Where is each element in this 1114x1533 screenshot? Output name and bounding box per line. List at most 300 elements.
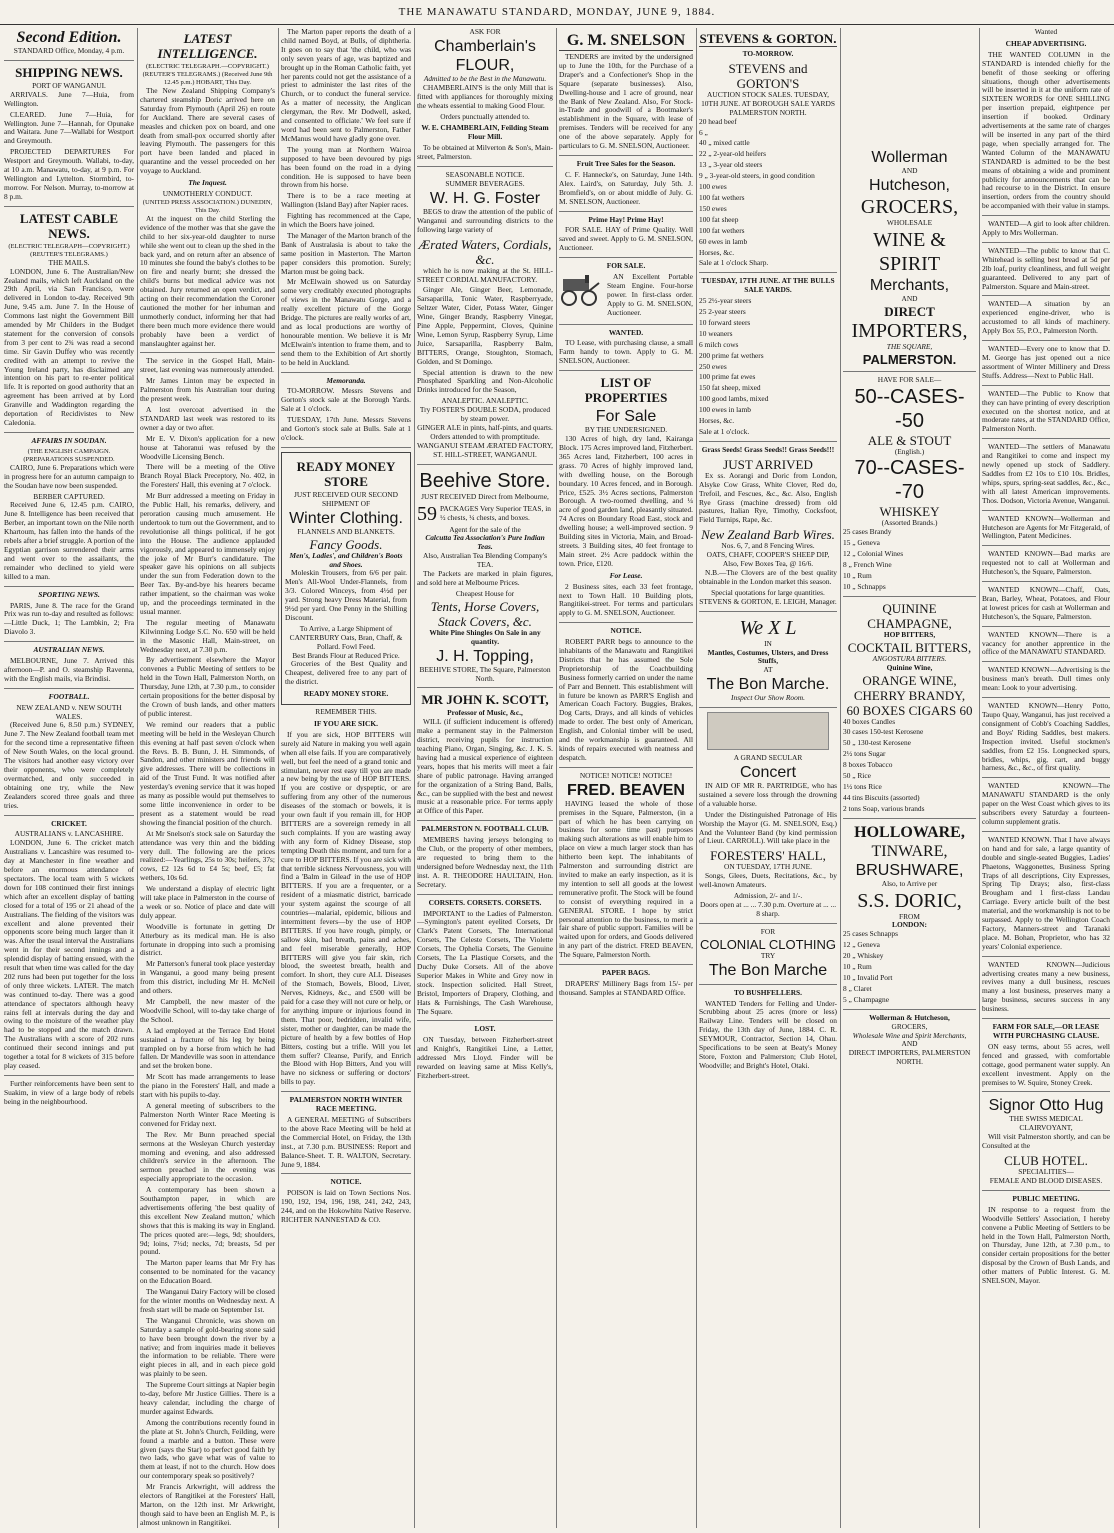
engine-heading: FOR SALE. [606, 261, 646, 271]
ad-text: ON easy terms, about 55 acres, well fenced and grassed, with comfortable cottage, good permanent water supply. An excellent investment. Apply on the premises to W. Squire, Stoney Creek. [982, 1041, 1110, 1087]
wanted-label: Wanted [1034, 28, 1058, 36]
wanted-ad: WANTED KNOWN—There is a vacancy for another apprentice in the office of the MANAWATU STANDARD. [982, 629, 1110, 657]
wanted-ad: WANTED—A situation by an experienced engine-driver, who is accustomed to all kinds of machinery. Apply Box 55, P.O., Palmerston North. [982, 299, 1110, 336]
stock-item: 9 „ 3-year-old steers, in good condition [699, 171, 815, 181]
goods-item: 20 „ Whiskey [843, 951, 884, 961]
column-4 [417, 28, 553, 1528]
footer-line: Wholesale Wine and Spirit Merchants, [852, 1030, 967, 1040]
ad-text: TO Lease, with purchasing clause, a small Farm handy to town. Apply to G. M. SNELSON, Auctioneer. [559, 338, 693, 366]
article-paragraph: Fighting has recommenced at the Cape, in which the Boers have joined. [281, 211, 411, 230]
stock-item: 100 fat sheep [699, 214, 739, 224]
stock-item: 20 head beef [699, 116, 737, 126]
stock-item: 100 ewes in lamb [699, 405, 751, 415]
wanted-ad: WANTED—The public to know that C. Whitehead is selling best bread at 5d per 2lb loaf, purity cleanliness, and full weight guaranteed. Delivered to any part of Palmerston. Square and Main-street. [982, 245, 1110, 291]
cigars: 60 BOXES CIGARS 60 [846, 702, 973, 718]
ad-text: Will visit Palmerston shortly, and can be Consulted at the [982, 1132, 1110, 1151]
article-paragraph: The New Zealand Shipping Company's chartered steamship Doric arrived here on Saturday from Plymouth (April 26) en route for Auckland. There are several cases of measles and chicken pox on board, and one death from small-pox occurred shortly after leaving Plymouth. The passengers for this port have been landed and placed in quarantine and the vessel proceeded on her voyage to Auckland. [140, 86, 275, 176]
topping-name: J. H. Topping, [436, 647, 534, 665]
auction-line: AUCTION STOCK SALES. TUESDAY, 10TH JUNE. AT BOROUGH SALE YARDS PALMERSTON NORTH. [701, 89, 835, 117]
stock-item: 40 „ mixed cattle [699, 138, 750, 148]
memoranda-item: TO-MORROW. Messrs Stevens and Gorton's stock sale at the Borough Yards. Sale at 1 o'clock. [281, 386, 411, 414]
projected-departures: PROJECTED DEPARTURES For Westport and Greymouth. Wallabi, to-day, at 10 a.m. Manawatu, to-day, at 9 p.m. For Wellington and Lyttelton. Stormbird, to-morrow. For Nelson. Murray, to-morrow at 8 p.m. [4, 147, 134, 201]
bon-marche-2: The Bon Marche [708, 961, 828, 979]
ad-text: C. F. Hannecke's, on Saturday, June 14th. Alex. Laird's, on Saturday, July 5th. J. Bromfield's, on or about middle of July. G. M. SNELSON, Auctioneer. [559, 169, 693, 206]
article-paragraph: At the inquest on the child Sterling the evidence of the mother was that she gave the child to her six-year-old daughter to nurse while she went out to clean up the shed in the back yard, and on return after an absence of 10 minutes she found the baby's clothes to be on fire and nearly burnt; she dressed the child's burns but medical advice was not obtained. Jury returned an open verdict, and acting on their recommendation the Coroner cautioned the mother for her inhuman and unmotherly conduct, informing her that had there been much more evidence there would probably have been a verdict of manslaughter against her. [140, 213, 275, 348]
properties-for-sale: For Sale [595, 408, 657, 426]
beehive-title: Beehive Store. [419, 469, 551, 492]
article-paragraph: Mr Francis Arkwright, will address the electors of Rangitikei at the Foresters' Hall, Marton, on the 12th inst. Mr Arkwright, though said to have been an English M. P., is almost unknown in Rangitikei. [140, 1482, 275, 1527]
doors-time: Doors open at ... ... 7.30 p.m. Overture at ... ... 8 sharp. [699, 900, 837, 918]
stock-item: 100 prime fat ewes [699, 372, 756, 382]
cocktail-bitters: COCKTAIL BITTERS, [847, 639, 972, 655]
stock-item: 60 ewes in lamb [699, 236, 748, 246]
article-paragraph: The Marton paper reports the death of a child named Boyd, at Bulls, of diphtheria. It goes on to say that 'the child, who was only seven years of age, was baptized and brought up in the Roman Catholic faith, yet her parents could not get the assistance of a priest to administer the last rites of the Church, or to conduct the funeral service. As a matter of necessity, the Anglican clergyman, the Rev. Mr Dodwell, asked, and consented to officiate.' We feel sure if word had been sent to Palmerston, Father McManus would have gladly gone over. [281, 28, 411, 143]
ready-money-store-ad [281, 452, 411, 705]
public-meeting-heading: PUBLIC MEETING. [1012, 1193, 1080, 1203]
ad-text: Songs, Glees, Duets, Recitations, &c., by well-known Amateurs. [699, 871, 837, 890]
seasonable-notice: SEASONABLE NOTICE. [445, 170, 525, 180]
article-paragraph: The Manager of the Marton branch of the Bank of Australasia is about to take the same position in Masterton. The Marton paper considers this promotion. Surely; Marton must be going back. [281, 230, 411, 276]
wanted-ad: WANTED—A girl to look after children. Apply to Mrs Wollerman. [982, 219, 1110, 238]
cases-50: 50--CASES--50 [854, 385, 965, 432]
column-rule [278, 28, 279, 1528]
article-paragraph: Mr Burr addressed a meeting on Friday in the Public Hall, his remarks, delivery, and peroration causing much amusement. He undertook to turn out the Government, and to revolutionise all things political, if he got into the House. The audience applauded vigorously, and appeared to immensely enjoy the joke of Mr Burr's candidature. The speaker gave his opinions on all subjects under the sun from Federation down to the Beer Tax. By-and-bye his hearers became rather impatient, so the chairman was woke up, and the proceedings terminated in the usual manner. [140, 491, 275, 616]
stock-item: 13 „ 3-year old steers [699, 160, 763, 170]
stock-list [699, 297, 837, 437]
ad-text: Under the Distinguished Patronage of His Worship the Mayor (G. M. SNELSON, Esq.) And the Volunteer Band (by kind permission of Lieut. CARROLL). Will take place in the [699, 809, 837, 846]
column-7 [843, 28, 976, 1528]
cases-70: 70--CASES--70 [854, 457, 965, 504]
ad-line: Try FOSTER'S DOUBLE SODA, produced by steam power. [419, 405, 551, 424]
properties-by: BY THE UNDERSIGNED. [584, 425, 668, 435]
article-paragraph: There is to be a race meeting at Wallington (Island Bay) after Napier races. [281, 191, 411, 210]
beehive-teas [417, 502, 553, 526]
berber-heading: BERBER CAPTURED. [33, 491, 105, 501]
shipping-heading: SHIPPING NEWS. [15, 64, 123, 80]
australian-heading: AUSTRALIAN NEWS. [33, 645, 105, 655]
stock-item: Horses, &c. [699, 247, 735, 257]
and-line: AND [901, 166, 918, 175]
grocers: GROCERS, [860, 195, 959, 218]
footer-line: GROCERS, [891, 1021, 928, 1031]
palmerston: PALMERSTON. [862, 351, 957, 367]
ad-text: 130 Acres of high, dry land, Kairanga Block. 175 Acres improved land, Fitzherbert. 365 Acres land, Fitzherbert, 100 acres in grass. 70 Acres of highly improved land, with dwelling house, on the Borough boundary. 10 Acres fenced, and in Borough. Price, £525. 3½ Acres sections, Palmerston Borough. A two-roomed dwelling, and ¼ acre of good garden land, pleasantly situated. 74 Acres on Boundary Road East, stock and dwelling house; a well-improved section. 9 Building sites in Victoria, Main, and Broad-streets. 3 Building sites, 40 feet frontage to Main street. 2½ Acre paddock within the town. Price, £120. [559, 434, 693, 568]
wanted-ad: WANTED KNOWN—Bad marks are requested not to call at Wollerman and Hutcheson's, the Square, Palmerston. [982, 549, 1110, 577]
stock-item: Sale at 1 o'clock. [699, 427, 750, 436]
australian-article: MELBOURNE, June 7. Arrived this afternoon—P. and O. steamship Ravenna, with the English mails, via Brindisi. [4, 656, 134, 683]
cleared: CLEARED. June 7—Huia, for Wellington. June 7—Hannah, for Opunake and Waitara. June 7—Wallabi for Westport and Greymouth. [4, 109, 134, 146]
memoranda-item: TUESDAY, 17th June. Messrs Stevens and Gorton's stock sale at Bulls. Sale at 1 o'clock. [281, 415, 411, 442]
cricket-article: LONDON, June 6. The cricket match Australians v. Lancashire was resumed to-day at Manchester in fine weather and before an enormous attendance of spectators. The local team with 5 wickets down for 108 continued their first innings which after an excellent display of batting closed for a total of 195 or 21 ahead of the Australians. The fielding of the visitors was excellent and alone prevented their opponents score being much larger than it was. After the usual interval the Australians went in for their second innings and a splendid display of batting ensued, with the result that when time was called for the day 202 runs had been put together for the loss of only three wickets. LATER. The match was continued to-day. There was a good attendance of spectators although heavy rains fell at intervals during the day and owing to the moisture of the weather play had to be stopped and the match drawn. The Australians with a score of 202 runs continued their second innings and put together a total for 8 wickets of 315 before play ceased. [4, 838, 134, 1070]
bushfellers-heading: TO BUSHFELLERS. [733, 987, 803, 997]
goods-list [843, 930, 976, 1004]
wanted-heading: WANTED. [608, 327, 644, 337]
ad-text: which he is now making at the St. HILL-STREET CORDIAL MANUFACTORY. [417, 265, 553, 284]
column-rule [696, 28, 697, 1528]
foster-name: W. H. G. Foster [429, 189, 541, 207]
stock-item: 10 weaners [699, 328, 733, 338]
goods-item: 25 cases Brandy [843, 527, 892, 537]
article-paragraph: Mr Scott has made arrangements to lease the piano in the Foresters' Hall, and made a start with his pupils to-day. [140, 1072, 275, 1100]
english: (English.) [894, 446, 925, 456]
stock-list [699, 118, 837, 269]
ad-line: Orders punctually attended to. [440, 111, 530, 121]
stock-item: 150 ewes [699, 203, 727, 213]
brushware: BRUSHWARE, [855, 861, 964, 879]
sporting-article: PARIS, June 8. The race for the Grand Prix was run to-day and resulted as follows:—Little Duck, 1; The Lambkin, 2; Fra Diavolo 3. [4, 600, 134, 637]
article-paragraph: The Rev. Mr Bunn preached special sermons at the Wesleyan Church yesterday morning and evening, and also addressed children's service in the afternoon. The sermon preached in the evening was especially appropriate to the occasion. [140, 1129, 275, 1184]
ask-for: ASK FOR [469, 28, 501, 36]
footer-note: Further reinforcements have been sent to Suakim, in view of a large body of rebels being in the neighbourhood. [4, 1078, 134, 1106]
goods-item: 8 „ French Wine [843, 560, 892, 570]
notice-heading: NOTICE. [610, 626, 642, 636]
goods-item: 40 boxes Candles [843, 716, 896, 726]
london: LONDON: [892, 920, 927, 930]
goods-item: 30 cases 150-test Kerosene [843, 727, 924, 737]
wanted-ads [982, 215, 1110, 1014]
cheap-advertising: CHEAP ADVERTISING. [1005, 38, 1087, 48]
stock-item: 6 „ [699, 127, 708, 137]
wanted-ad: WANTED KNOWN. That I have always on hand and for sale, a large quantity of double and single-seated Buggies, Ladies' Phaetons, Waggonettes, Business Spring Traps of all descriptions, City Expresses, Spring Tip Drays; also, first-class Brougham and 1 first-class Landau Carriage. Every article built of the best material, and the workmanship is not to be surpassed. Apply to the Wellington Coach Factory, Manners-street and Taranaki place. M. Bohan, Proprietor, who has 32 years' Colonial experience. [982, 834, 1110, 951]
tents-line: Tents, Horse Covers, Stack Covers, &c. [430, 598, 540, 629]
wexl-heading: We X L [739, 616, 797, 639]
hop-heading: IF YOU ARE SICK. [314, 719, 378, 728]
ale-stout: ALE & STOUT [867, 432, 952, 448]
ad-line: FOR [760, 926, 776, 936]
corsets-heading: CORSETS. CORSETS. CORSETS. [428, 897, 542, 907]
mails-article: LONDON, June 6. The Australian/New Zealand mails, which left Auckland on the 29th April, via San Francisco, were delivered in London to-day. Received 9th June, 9.45 a.m. June 7. In the House of Commons last night the Government Bill amended by Mr Childers in the Budget statement for the conversion of consols from 3 per cent to 2¾ was read a second time. Sir Gavin Duffey who was recently credited with an attempt to revive the Young Ireland party, has disclaimed any intention on his part to re-enter political life. It is reported on good authority that an agreement has been arrived at by Lord Granville and Waddington regarding the deportation of Recidivistes to New Caledonia. [4, 266, 134, 427]
inquest-subheading: UNMOTHERLY CONDUCT. [162, 188, 253, 198]
hay-heading: Prime Hay! Prime Hay! [588, 214, 664, 224]
from: FROM [899, 911, 920, 921]
the-square: THE SQUARE, [886, 341, 933, 351]
shingles-line: White Pine Shingles On Sale in any quantity. [429, 627, 541, 646]
office-line: STANDARD Office, Monday, 4 p.m. [13, 46, 125, 55]
footer-line: AND [901, 1039, 918, 1049]
quinine-champagne: QUININE CHAMPAGNE, [867, 600, 952, 631]
lease-heading: For Lease. [609, 570, 643, 580]
football-club-heading: PALMERSTON N. FOOTBALL CLUB. [421, 824, 549, 834]
arrivals: ARRIVALS. June 7—Huia, from Wellington. [4, 89, 134, 108]
ad-text: FOR SALE. HAY of Prime Quality. Well saved and sweet. Apply to G. M. SNELSON, Auctioneer. [559, 225, 693, 253]
mails-heading: THE MAILS. [48, 257, 90, 267]
grass-heading: Grass Seeds! Grass Seeds!! Grass Seeds!!! [701, 444, 835, 454]
wanted-ad: WANTED KNOWN—Wollerman and Hutcheson are Agents for Mr Fitzgerald, of Wellington, Patent Medicines. [982, 513, 1110, 541]
article-paragraph: Mr E. V. Dixon's application for a new house at Tahoranui was refused by the Woodville Licensing Bench. [140, 433, 275, 461]
ad-line: Orders attended to with promptitude. [430, 431, 540, 441]
bon-marche: The Bon Marche. [706, 676, 830, 694]
goods-item: 10 „ Schnapps [843, 581, 886, 591]
inquest-heading: The Inquest. [188, 178, 227, 188]
beehive-count: 59 [417, 502, 437, 525]
calcutta-teas: Calcutta Tea Association's Pure Indian Teas. [425, 533, 545, 552]
ad-text: CHAMBERLAIN'S is the only Mill that is fitted with appliances for thoroughly mixing the wheats essential to making Good Flour. [417, 82, 553, 110]
ad-title: READY MONEY STORE [296, 458, 396, 489]
stock-item: 150 fat sheep, mixed [699, 383, 761, 393]
ad-line: Cheapest House for [455, 588, 515, 598]
cricket-subheading: AUSTRALIANS v. LANCASHIRE. [14, 829, 124, 839]
ad-text: 2 Business sites, each 33 feet frontage, next to Town Hall. 10 Building plots, Rangitikei-street. For terms and particulars apply to G. M. SNELSON, Auctioneer. [559, 581, 693, 618]
hop-bitters-text: If you are sick, HOP BITTERS will surely aid Nature in making you well again when all else fails. If you are comparatively well, but feel the need of a grand tonic and stimulant, never rest easy till you are made a new being by the use of HOP BITTERS. If you are costive or dyspeptic, or are suffering from any other of the numerous diseases of the stomach or bowels, it is your own fault if you remain ill, for HOP BITTERS are a sovereign remedy in all such complaints. If you are wasting away with any form of Kidney Disease, stop tempting Death this moment, and turn for a cure to HOP BITTERS. If you are sick with that terrible sickness Nervousness, you will find a 'Balm in Gilead' in the use of HOP BITTERS. If you are a frequenter, or a resident of a miasmatic district, barricade your system against the scourge of all countries—malarial, epidemic, bilious and intermittent fevers—by the use of HOP BITTERS. If you have rough, pimply, or sallow skin, bad breath, pains and aches, and feel miserable generally, HOP BITTERS will give you fair skin, rich blood, the sweetest breath, health and comfort. In short, they cure ALL Diseases of the Stomach, Bowels, Blood, Liver, Nerves, Kidneys, &c., and £500 will be paid for a case they will not cure or help, or for anything impure or injurious found in them. That poor, bedridden, invalid wife, sister, mother or daughter, can be made the picture of health by a few bottles of Hop Bitters, costing but a trifle. Will you let them suffer? Cleanse, Purify, and Enrich the Blood with Hop Bitters, And you will have no sickness or suffering or doctors' bills to pay. [281, 729, 411, 1087]
article-paragraph: At Mr Snelson's stock sale on Saturday the attendance was very thin and the bidding very dull. The following are the prices realized:—Yearlings, 25s to 30s; heifers, 37s; cows, £2 12s 6d to £4 5s; beef, £5; fat wethers, 10s 6d. [140, 828, 275, 883]
stock-item: 6 milch cows [699, 339, 739, 349]
stock-item: 25 2-year steers [699, 307, 746, 317]
masthead: THE MANAWATU STANDARD, MONDAY, JUNE 9, 1884. [0, 0, 1114, 25]
wanted-ad: WANTED—Every one to know that D. M. George has just opened out a nice assortment of Winter Millinery and Dress Stuffs. Address—Next to Public Hall. [982, 344, 1110, 380]
goods-item: 8 „ Claret [843, 983, 872, 993]
stock-item: Sale at 1 o'clock Sharp. [699, 258, 769, 268]
article-paragraph: We remind our readers that a public meeting will be held in the Wesleyan Church this evening at half past seven o'clock when the Revs. B. B. Bunn, J. H. Simmonds, of Sandon, and other ministers and friends will give addresses. There will be collections in aid of the Trust Fund. It was notified after yesterday's evening service that it was hoped as many as possible would put themselves to some little inconvenience in order to be present as a statement would be read showing the financial position of the church. [140, 719, 275, 827]
ad-text: BEGS to draw the attention of the public of Wanganui and surrounding districts to the following large variety of [417, 206, 553, 234]
ad-line: OATS, CHAFF, COOPER'S SHEEP DIP, Also, Few Boxes Tea, @ 16/6. [706, 550, 830, 569]
stevens-gorton-heading: STEVENS & GORTON. [699, 31, 837, 46]
ad-text: WANTED Tenders for Felling and Under-Scrubbing about 25 acres (more or less) Railway Line. Tenders will be closed on Friday, the 13th day of June, 1884. C. R. SEYMOUR, Contractor, Section 14, Ohau. Specifications to be seen at Beaty's Money Store, Foxton and Palmerston; Club Hotel, Woodville; and Bright's Hotel, Otaki. [699, 998, 837, 1070]
ad-text: Ex ss. Aorangi and Doric from London, Alsyke Cow Grass, White Clover, Red do, Trefoil, and Fescues, &c., &c. Also, English Rye Grass (machine dressed) from old pastures, Italian Rye, Timothy, Cocksfoot, Field Turnips, Rape, &c. [699, 470, 837, 525]
ad-line: Agent for the sale of the [449, 524, 521, 534]
ad-line: Nos. 6, 7, and 8 Fencing Wires. [721, 541, 815, 551]
wine-spirit: WINE & SPIRIT [873, 228, 946, 275]
article-paragraph: Mr James Linton may be expected in Palmerston from his Australian tour during the present week. [140, 376, 275, 404]
notice-heading: NOTICE. [330, 1177, 362, 1187]
football-club-text: MEMBERS having jerseys belonging to the Club, or the property of other members, are requested to bring them to the undersigned before Wednesday next, the 11th inst. A. R. THEODORE HAULTAIN, Hon. Secretary. [417, 835, 553, 889]
ad-text: N.B.—The Clovers are of the best quality obtainable in the London market this season. [699, 567, 837, 586]
beehive-packages: PACKAGES Very Superior TEAS, in ½ chests, ¼ chests, and boxes. [440, 503, 551, 522]
goods-item: 10 „ Invalid Port [843, 973, 893, 982]
scott-text: WILL (if sufficient inducement is offered) make a permanent stay in the Palmerston district, receiving pupils for instruction teaching Piano, Organ, Singing, &c. J. K. S. having had a musical experience of eighteen years, hopes that his merits will meet a fair share of public patronage. Having arranged for the organization of a String Band, Balls, &c., can be supplied with the best and newest music at a reasonable price. For terms apply at Office of this Paper. [417, 717, 553, 816]
ad-text: Groceries of the Best Quality and Cheapest, delivered free to any part of the district. [285, 659, 407, 687]
article-paragraph: Mr Patterson's funeral took place yesterday in Wanganui, a good many being present from this district, including Mr H. McNeil and others. [140, 959, 275, 996]
beaven-heading: FRED. BEAVEN [567, 781, 685, 799]
ad-line: Fancy Goods. [309, 536, 383, 552]
admission: Admission, 2/- and 1/-. [733, 891, 803, 901]
footer-line: DIRECT IMPORTERS, PALMERSTON NORTH. [848, 1048, 971, 1067]
ad-line: WANGANUI STEAM ÆRATED FACTORY, ST. HILL-STREET, WANGANUI. [417, 440, 553, 459]
wanted-ad: WANTED KNOWN—Judicious advertising creates many a new business, revives many a dull business, rescues many a lost business, preserves many a large business, secures success in any business. [982, 959, 1110, 1014]
ad-text: IN AID OF MR R. PARTRIDGE, who has sustained a severe loss through the drowning of a valuable horse. [699, 781, 837, 808]
sporting-heading: SPORTING NEWS. [38, 589, 100, 599]
stock-item: 100 good lambs, mixed [699, 394, 769, 404]
stock-item: 250 ewes [699, 361, 727, 371]
wanted-ad: WANTED KNOWN—Chaff, Oats, Bran, Barley, Wheat, Potatoes, and Flour at lowest prices for cash at Wollerman and Hutcheson's, the Square, Palmerston. [982, 585, 1110, 621]
stock-item: Horses, &c. [699, 416, 735, 426]
article-paragraph: Mr Campbell, the new master of the Woodville School, will to-day take charge of the School. [140, 997, 275, 1024]
ad-text: THE WANTED COLUMN in the STANDARD is intended chiefly for the benefit of those seeking or offering situations, though other advertisements will be inserted in it at the uniform rate of SIXTEEN WORDS for ONE SHILLING per insertion prepaid, eightpence per insertion if booked. Ordinary advertisements at the same rate of charges will be inserted in any part of the third page, when specially arranged for. The Wanted Column of the MANAWATU STANDARD is admitted to be the best means of obtaining a wide and prominent publicity for announcements that can be had recourse to in the District. In ensure insertion, orders from the country should be accompanied with their value in stamps. [982, 49, 1110, 211]
scott-sub: Professor of Music, &c., [447, 708, 523, 718]
sudan-heading: AFFAIRS IN SOUDAN. [31, 435, 107, 445]
article-paragraph: A lad employed at the Terrace End Hotel sustained a fracture of his leg by being trampled on by a horse from which he had fallen. Dr Mandeville was soon in attendance and set the broken bone. [140, 1025, 275, 1071]
article-paragraph: The young man at Northern Wairoa supposed to have been devoured by pigs has been found on the road in a dying condition. He is supposed to have been thrown from his horse. [281, 144, 411, 190]
ad-line: IN [764, 638, 772, 648]
reuter-credit: (ELECTRIC TELEGRAPH—COPYRIGHT.) (REUTER'S TELEGRAMS.) [8, 242, 130, 258]
sudan-subheading: (THE ENGLISH CAMPAIGN. (PREPARATIONS SUSPENDED. [23, 447, 115, 463]
lost-heading: LOST. [474, 1024, 496, 1034]
quinine-wine: Quinine Wine, [886, 662, 933, 672]
article-paragraph: The Wanganui Chronicle, was shown on Saturday a sample of gold-bearing stone said to have been brought down the river by a native; and from inquiries made it believes the information to be reliable. There were eight pieces in all, and in each piece gold was plainly to be seen. [140, 1315, 275, 1379]
stock-item: 25 2½-year steers [699, 296, 752, 306]
wanted-ad: WANTED KNOWN—The MANAWATU STANDARD is the only paper on the West Coast which gives to its subscribers every Saturday a fourteen-column supplement gratis. [982, 781, 1110, 826]
goods-item: 1½ tons Rice [843, 781, 882, 791]
also-arrive: Also, to Arrive per [881, 878, 938, 888]
ad-line: FLANNELS AND BLANKETS. [297, 526, 395, 536]
goods-item: 5 „ Champagne [843, 994, 889, 1004]
just-arrived: JUST ARRIVED [723, 456, 813, 472]
ad-line: Special quotations for large quantities. [711, 587, 825, 597]
steam-engine-illustration [559, 273, 603, 307]
to-morrow: TO-MORROW. [742, 49, 794, 58]
fruit-tree-heading: Fruit Tree Sales for the Season. [576, 158, 676, 168]
article-paragraph: Among the contributions recently found in the plate at St. John's Church, Feilding, were found a marble and a button. These were given (says the Star) to perfect good faith by two lads, who gave what was of value to them at least, if not to the church. How does our contemporary speak so positively? [140, 1417, 275, 1481]
bulls-heading: TUESDAY, 17TH JUNE. AT THE BULLS SALE YARDS. [701, 276, 835, 295]
ad-text: Moleskin Trousers, from 6/6 per pair. Men's All-Wool Under-Flannels, from 3/3. Colored Winceys, from 4½d per yard. Strong heavy Dress Material, from 9½d per yard. One Penny in the Shilling Discount. [285, 568, 407, 622]
article-paragraph: The service in the Gospel Hall, Main-street, last evening was numerously attended. [140, 356, 275, 375]
column-rule [137, 28, 138, 1528]
article-paragraph: Woodville is fortunate in getting Dr Atterbury as its medical man. He is also fortunate in dropping into such a promising district. [140, 921, 275, 958]
ad-text: IN response to a request from the Woodville Settlers' Association, I hereby convene a Public Meeting of Settlers to be held in the Town Hall, Palmerston North, on Thursday, June 12th, at 7.30 p.m., to consider certain propositions for the better disposal by the Crown of Bush Lands, and other matters of Public Interest. G. M. SNELSON, Mayor. [982, 1204, 1110, 1286]
wollerman-name: Wollerman [871, 149, 948, 166]
article-paragraph: Mr McElwain showed us on Saturday some very creditably executed photographs of views in the Manawatu Gorge, and a really excellent picture of the Gorge Bridge. The pictures are really works of art, and as local productions are worthy of honourable mention. We believe it is Mr McElwain's intention to frame them, and to send them to the Exhibition of Art shortly to be held in Auckland. [281, 277, 411, 367]
article-paragraph: The regular meeting of Manawatu Kilwinning Lodge S.C. No. 650 will be held in the Masonic Hall, Main-street, on Wednesday next, at 7.30 p.m. [140, 617, 275, 654]
hug-sub: THE SWISS MEDICAL CLAIRVOYANT, [1009, 1114, 1083, 1133]
ss-doric: S.S. DORIC, [857, 889, 962, 912]
goods-item: 50 „ Rice [843, 771, 871, 781]
inquest-credit: (UNITED PRESS ASSOCIATION.) DUNEDIN, This Day. [142, 198, 273, 214]
properties-heading: LIST OF PROPERTIES [584, 375, 668, 406]
ad-line: Men's, Ladies', and Children's Boots and Shoes. [289, 550, 403, 569]
ad-signature: STEVENS & GORTON, E. LEIGH, Manager. [699, 596, 837, 606]
ad-text: TENDERS are invited by the undersigned up to June the 10th, for the Purchase of a Draper's and a Confectioner's Shop in the Square (separate businesses). Also, Dwelling-house and 1 acre of ground, near the Bank of New Zealand. Also, For Stock-in-Trade and goodwill of a Bootmaker's establishment in the Square, with lease of premises. Tenders will be received for any one of the above separately. Apply for particulars to G. M. SNELSON, Auctioneer. [559, 52, 693, 151]
cherry-brandy: CHERRY BRANDY, [853, 687, 966, 703]
article-paragraph: The Supreme Court sittings at Napier begin to-day, before Mr Justice Gillies. There is a heavy calendar, including the charge of murder against Edwards. [140, 1380, 275, 1416]
hall-name: FORESTERS' HALL, [710, 848, 826, 864]
article-paragraph: A contemporary has been shown a Southampton paper, in which are advertisements offering 'the best quality of this excellent New Zealand mutton,' which shows that this is making its way in England. The prices quoted are:—legs, 9d; shoulders, 9d; loins, 7½d; necks, 7d; breasts, 5d per pound. [140, 1185, 275, 1257]
wanted-ad: WANTED KNOWN—Advertising is the business man's breath. Dull times only mean: Look to your advertising. [982, 665, 1110, 693]
goods-item: 2 tons Soap, various brands [843, 803, 925, 813]
ad-text: HAVING leased the whole of those premises in the Square, Palmerston, (in a part of which he has been carrying on business for some time past) purposes making such alterations as will enable him to place on view a much larger stock than has hitherto been kept. The inhabitants of Palmerston and surrounding district are invited to make an early inspection, as it is my intention to sell all goods at the lowest remunerative profit. The Stock will be found to consist of everything required in a GENERAL STORE. I hope by strict personal attention to the business, to merit a fair share of public support. Families will be waited upon for orders, and Goods delivered in any part of the district. FRED BEAVEN, The Square, Palmerston North. [559, 798, 693, 960]
stock-item: 22 „ 2-year-old heifers [699, 149, 766, 159]
article-paragraph: The Marton paper learns that Mr Fry has consented to be nominated for the vacancy on the Education Board. [140, 1258, 275, 1286]
scott-heading: MR JOHN K. SCOTT, [421, 692, 549, 708]
tinware: TINWARE, [871, 842, 948, 860]
hug-heading: Signor Otto Hug [988, 1097, 1104, 1115]
ad-text: ROBERT PARR begs to announce to the inhabitants of the Manawatu and Rangitikei Districts that he has assumed the Sole Proprietorship of the Coachbuilding Business formerly carried on under the name of Parr and Bennett. This establishment will in future be known as PARR'S English and American Coach Factory. Buggies, Brakes, Dog Carts, Drays, and all kinds of vehicles made to order. The best only of American, English, and Colonial timber will be used, and the workmanship is guaranteed. All kinds of repairs executed with neatness and despatch. [559, 637, 693, 762]
merchants: Merchants, [869, 276, 950, 294]
ad-line: JUST RECEIVED Direct from Melbourne, [421, 491, 549, 501]
wanted-ad: WANTED—The settlers of Manawatu and Rangitikei to come and inspect my newly opened up stock of Saddlery. Saddles from £2 10s to £10 10s. Bridles, whips, spurs, spring-seat saddles, &c., &c., with all latest American improvements. Thos. Dodson, Victoria Avenue, Wanganui. [982, 442, 1110, 505]
paper-bags-heading: PAPER BAGS. [602, 968, 650, 978]
ad-text: Ginger Ale, Ginger Beer, Lemonade, Sarsaparilla, Tonic Water, Raspberryade, Seltzer Water, Cider, Potass Water, Ginger Wine, Ginger Brandy, Raspberry Vinegar, Pine Apple, Peppermint, Cloves, Quinine Wine, Lemon Syrup, Raspberry Syrup, Lime Juice, Sarsaparilla, Raspberry Balm, BITTERS, Orange, Stoughton, Stomach, Golden, and St Domingo. [417, 285, 553, 366]
ad-text: Special attention is drawn to the new Phosphated Sparkling and Non-Alcoholic Drinks introduced for the Season, [417, 367, 553, 395]
notice-text: POISON is laid on Town Sections Nos. 190, 192, 194, 196, 198, 241, 242, 243, 244, and on the Hokowhitu Native Reserve. RICHTER NANNESTAD & CO. [281, 1188, 411, 1225]
chamberlain-owner: W. E. CHAMBERLAIN, Feilding Steam Flour Mill. [421, 123, 549, 142]
cricket-heading: CRICKET. [51, 818, 87, 828]
column-6 [699, 28, 837, 1528]
ad-line: TRY [760, 950, 776, 960]
goods-item: 44 tins Biscuits (assorted) [843, 792, 920, 802]
column-rule [414, 28, 415, 1528]
goods-item: 50 „ 130-test Kerosene [843, 738, 911, 748]
column-rule [979, 28, 980, 1528]
engine-ad [559, 273, 693, 320]
specialities-detail: FEMALE AND BLOOD DISEASES. [989, 1175, 1103, 1185]
wholesale: WHOLESALE [886, 217, 933, 227]
aerated-waters: Ærated Waters, Cordials, &c. [418, 236, 552, 267]
admitted-line: Admitted to be the Best in the Manawatu. [423, 73, 547, 83]
goods-item: 12 „ Colonial Wines [843, 549, 904, 559]
farm-heading: FARM FOR SALE,—OR LEASE WITH PURCHASING CLAUSE. [992, 1022, 1100, 1040]
notice-banner: NOTICE! NOTICE! NOTICE! [579, 770, 673, 780]
ad-line: AT [763, 665, 773, 675]
column-2 [140, 28, 275, 1528]
port-heading: PORT OF WANGANUI. [32, 80, 106, 90]
ad-text: DRAPERS' Millinery Bags from 15/- per thousand. Samples at STANDARD Office. [559, 978, 693, 997]
column-1 [4, 28, 134, 1528]
stock-item: 200 prime fat wethers [699, 350, 764, 360]
ad-line: GINGER ALE in pints, half-pints, and quarts. [417, 423, 553, 432]
goods-item: 10 „ Rum [843, 962, 872, 972]
ad-line: Also, Australian Tea Blending Company's TEA. [422, 551, 548, 570]
ad-text: AN Excellent Portable Steam Engine. Four-horse power. In first-class order. Apply to G. M. SNELSON, Auctioneer. [607, 272, 693, 317]
football-subheading: NEW ZEALAND v. NEW SOUTH WALES. [16, 702, 122, 721]
cable-heading: LATEST CABLE NEWS. [19, 210, 119, 241]
goods-item: 8 boxes Tobacco [843, 760, 893, 770]
ad-headline: Winter Clothing. [289, 509, 403, 527]
sudan-article: CAIRO, June 6. Preparations which were in progress here for an autumn campaign to the Soudan have now been suspended. [4, 462, 134, 490]
race-meeting-text: A GENERAL MEETING of Subscribers to the above Race Meeting will be held at the Commercial Hotel, on Friday, the 13th inst., at 7.30 p.m. BUSINESS: Report and Balance-Sheet. T. R. WALTON, Secretary. June 9, 1884. [281, 1114, 411, 1169]
latest-intelligence-credit: (ELECTRIC TELEGRAPH.—COPYRIGHT.) (REUTER'S TELEGRAMS.) (Received June 9th 12.45 p.m.) HOBART, This Day. [142, 63, 273, 86]
summer-beverages: SUMMER BEVERAGES. [445, 178, 525, 188]
column-rule [556, 28, 557, 1528]
article-paragraph: A general meeting of subscribers to the Palmerston North Winter Race Meeting is convened for Friday next. [140, 1100, 275, 1128]
mantles-line: Mantles, Costumes, Ulsters, and Dress Stuffs, [707, 647, 829, 666]
column-rule [840, 28, 841, 1528]
concert-title: Concert [739, 764, 797, 782]
ad-line: ANALEPTIC. ANALEPTIC. [441, 396, 529, 406]
whiskey: WHISKEY [879, 504, 940, 520]
barb-heading: New Zealand Barb Wires. [701, 527, 835, 543]
lost-text: ON Tuesday, between Fitzherbert-street and Knight's, Rangitikei Line, a Letter, addressed Mrs Lloyd. Finder will be rewarded on leaving same at Miss Kelly's, Fitzherbert-street. [417, 1035, 553, 1080]
goods-item: 2½ tons Sugar [843, 749, 886, 759]
goods-item: 15 „ Geneva [843, 538, 880, 548]
concert-date: ON TUESDAY, 17TH JUNE. [724, 862, 812, 872]
hop-bitters: HOP BITTERS, [883, 629, 936, 639]
goods-item: 12 „ Geneva [843, 940, 880, 950]
column-5 [559, 28, 693, 1528]
corsets-text: IMPORTANT to the Ladies of Palmerston.—Symington's patent eyelited Corsets, Dr Clark's Patent Corsets, The International Corsets, The Celeste Corsets, The Violette Corsets, The Ophelia Corsets, The Genuine Corsets, The La Plastique Corsets, and the Duchy Duke Corsets. All of the above Superior Makes in White and Grey now in stock. Inspection solicited. Hall Street, Bristol, Importers of Drapery, Clothing, and Hats & Furnishings, The Cash Warehouse, The Square. [417, 908, 553, 1016]
column-8 [982, 28, 1110, 1528]
wanted-ad: WANTED—The Public to Know that they can have printing of every description executed on the shortest notice, and at moderate rates, at the STANDARD Office, Palmerston North. [982, 388, 1110, 434]
stock-item: 100 fat wethers [699, 225, 745, 235]
football-heading: FOOTBALL. [48, 691, 90, 701]
article-paragraph: A lost overcoat advertised in the STANDARD last week was restored to its owner a day or two after. [140, 405, 275, 432]
colonial-clothing: COLONIAL CLOTHING [699, 936, 837, 952]
have-for-sale: HAVE FOR SALE— [877, 374, 942, 384]
latest-intelligence-heading: LATEST INTELLIGENCE. [157, 31, 258, 61]
edition-heading: Second Edition. [16, 29, 122, 46]
berber-article: Received June 6, 12.45 p.m. CAIRO, June 8. Intelligence has been received that Berber, an important town on the Nile north Khartoum, has fallen into the hands of the rebels after a brief struggle. A portion of the Egyptian garrison surrendered their arms and went over to the assailants, the remainder who declined to yield were killed to a man. [4, 500, 134, 581]
topping-store: BEEHIVE STORE, The Square, Palmerston North. [419, 664, 551, 683]
goods-item: 10 „ Rum [843, 570, 872, 580]
stock-item: 100 fat wethers [699, 192, 745, 202]
article-paragraph: By advertisement elsewhere the Mayor convenes a Public Meeting of settlers to be held in the Town Hall, Palmerston North, on Thursday, June 12th, at 7.30 p.m., to consider certain propositions for the better disposal by the Crown of bush lands, and other matters of public interest. [140, 655, 275, 718]
wanted-ad: WANTED KNOWN—Henry Potto, Taupo Quay, Wanganui, has just received a consignment of Cobb's Coaching Saddles, and Boys' Riding Saddles, best makers. Inspection invited. Useful stockmen's saddles, from £2 15s. Longnecked spurs, bridles, whips, gig, cart, and buggy harness, &c., &c., of first quality. [982, 701, 1110, 773]
article-paragraph: The Wanganui Dairy Factory will be closed for the winter months on Wednesday next. A fresh start will be made on September 1st. [140, 1287, 275, 1314]
football-article: (Received June 6, 8.50 p.m.) SYDNEY, June 7. The New Zealand football team met for the second time a representative fifteen of New South Wales, on the local ground. The visitors had another easy victory over their opponents, who were completely overmatched, and only succeeded in obtaining one try, while the New Zealanders scored three goals and three tries. [4, 720, 134, 810]
concert-heading: A GRAND SECULAR [733, 753, 803, 763]
ad-line: Best Brands Flour at Reduced Price. [292, 650, 400, 660]
column-3 [281, 28, 411, 1528]
goods-list [843, 528, 976, 591]
angostura: ANGOSTURA BITTERS. [872, 653, 947, 663]
